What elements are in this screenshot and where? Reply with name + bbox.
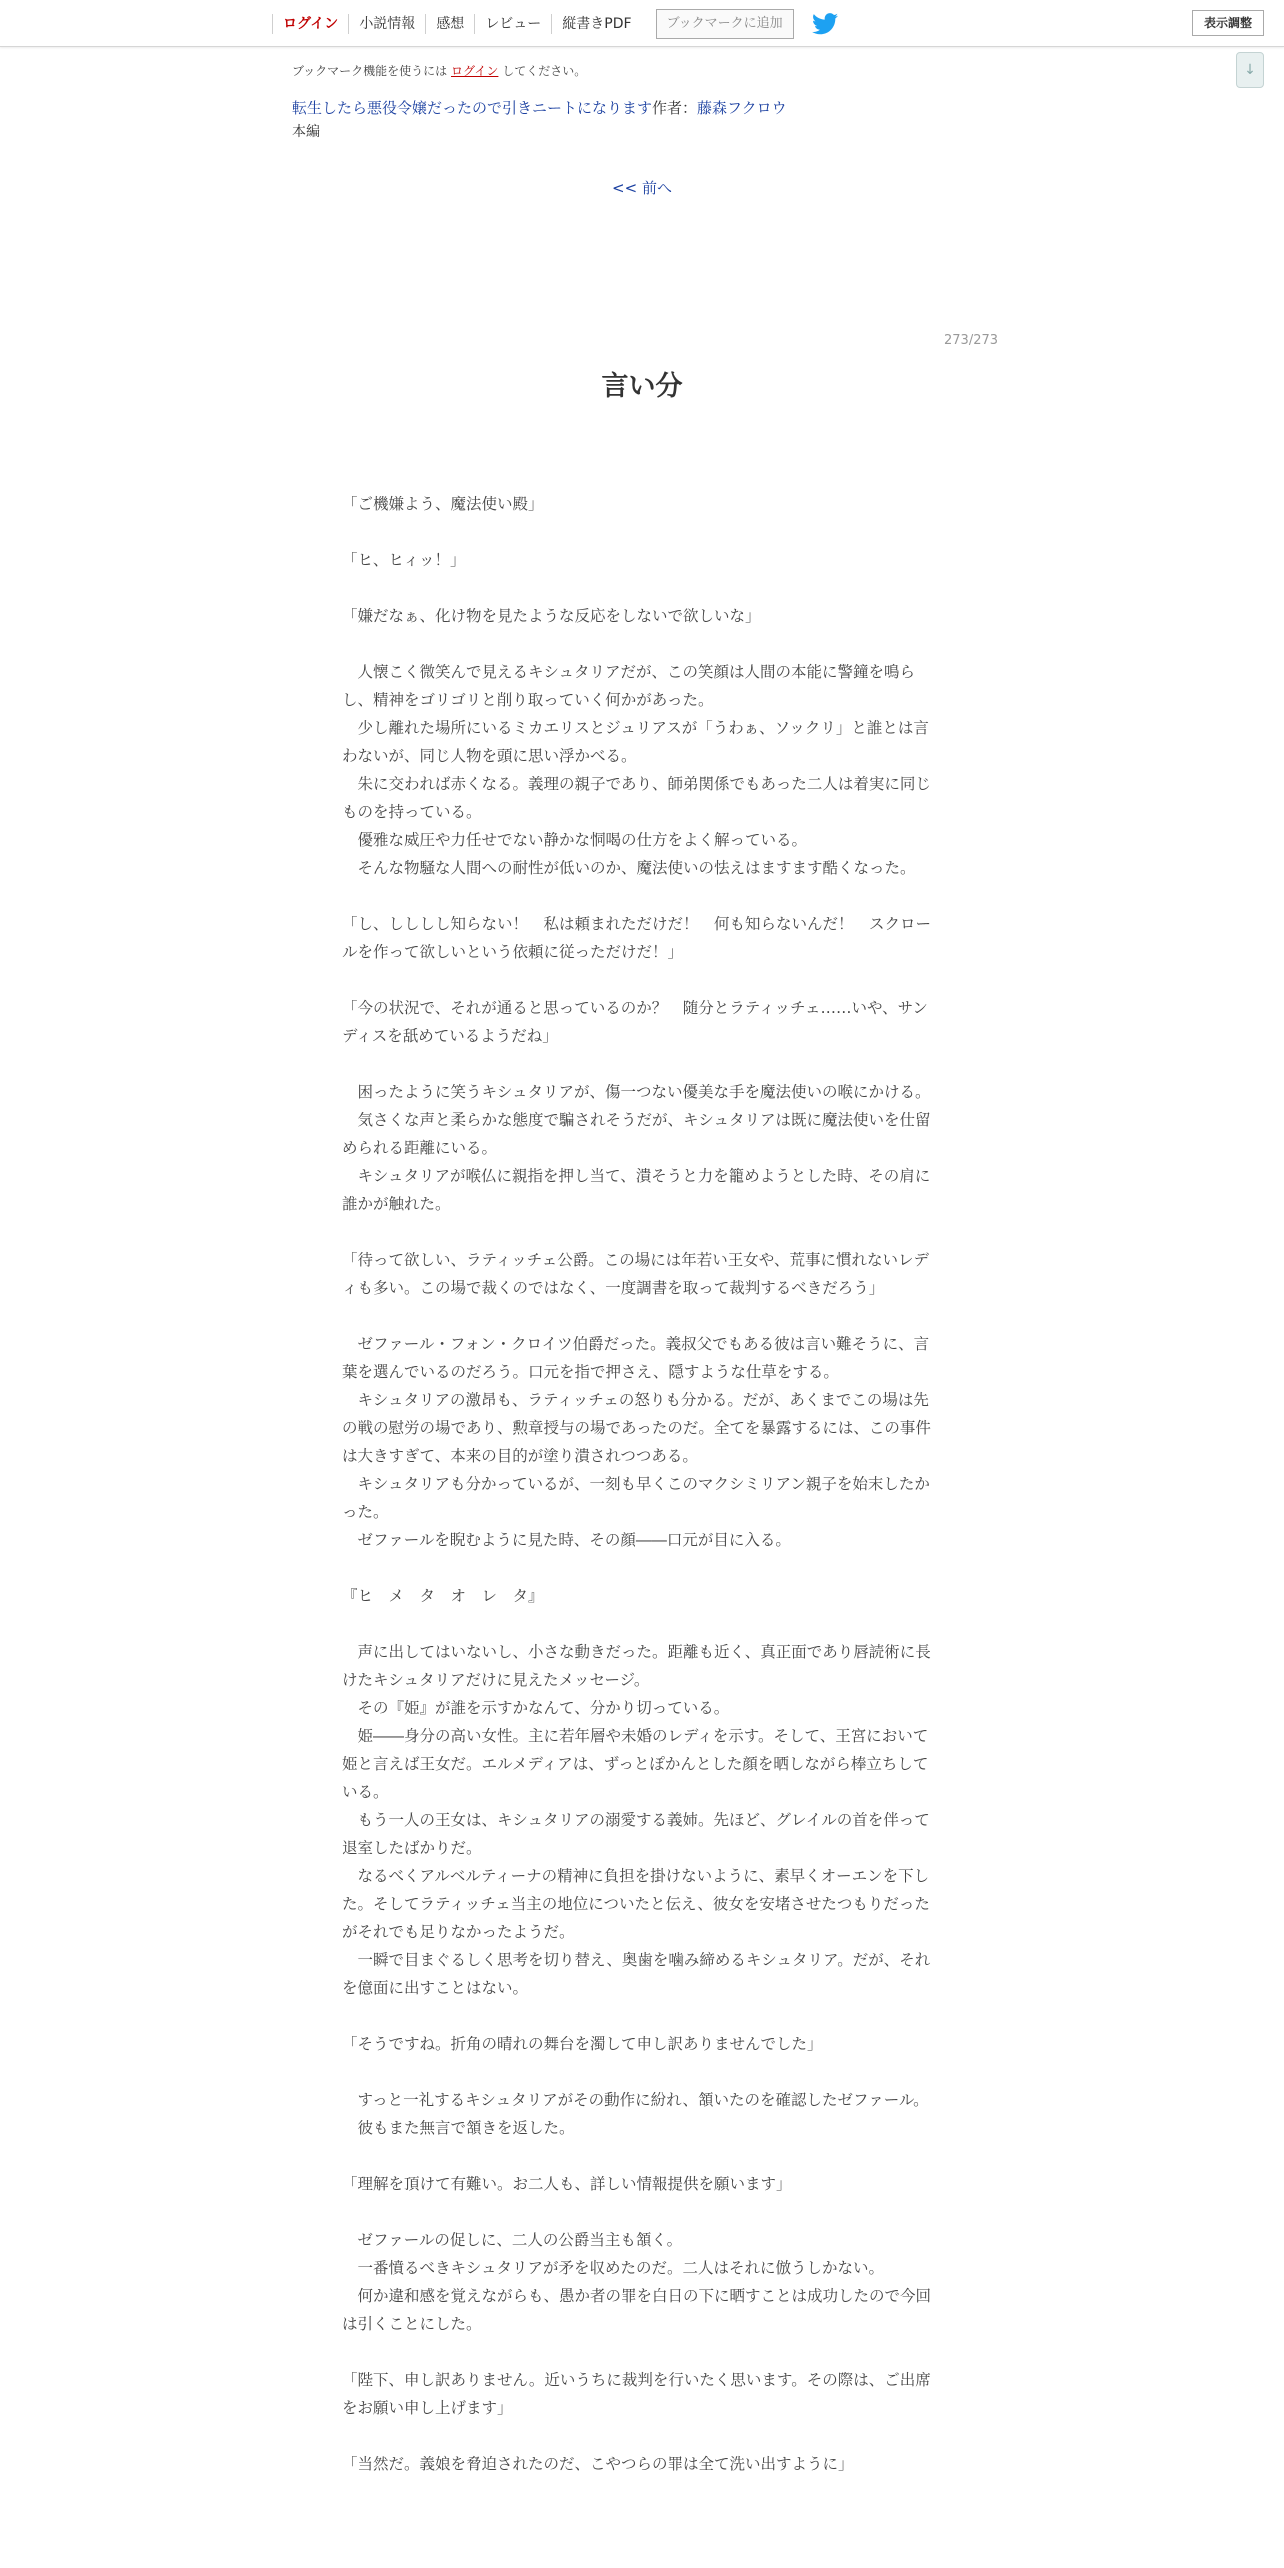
bookmark-login-notice bbox=[292, 62, 586, 79]
nav-vertical-pdf[interactable]: 縦書きPDF bbox=[551, 14, 641, 34]
body-paragraph: 困ったように笑うキシュタリアが、傷一つない優美な手を魔法使いの喉にかける。 bbox=[342, 1083, 931, 1101]
page-count: 273/273 bbox=[944, 333, 999, 348]
body-paragraph: 人懐こく微笑んで見えるキシュタリアだが、この笑顔は人間の本能に警鐘を鳴らし、精神をゴリゴリと削り取っていく何かがあった。 bbox=[342, 663, 916, 709]
body-paragraph: 彼もまた無言で頷きを返した。 bbox=[342, 2119, 575, 2137]
blank-line bbox=[342, 2338, 942, 2366]
body-paragraph: ゼファール・フォン・クロイツ伯爵だった。義叔父でもある彼は言い難そうに、言葉を選んでいるのだろう。口元を指で押さえ、隠すような仕草をする。 bbox=[342, 1335, 930, 1381]
body-paragraph: 『ヒ メ タ オ レ タ』 bbox=[342, 1587, 544, 1605]
blank-line bbox=[342, 2142, 942, 2170]
body-paragraph: 少し離れた場所にいるミカエリスとジュリアスが「うわぁ、ソックリ」と誰とは言わないが、同じ人物を頭に思い浮かべる。 bbox=[342, 719, 929, 765]
main-nav bbox=[272, 10, 838, 38]
nav-impressions[interactable]: 感想 bbox=[425, 14, 474, 34]
body-paragraph: ゼファールの促しに、二人の公爵当主も頷く。 bbox=[342, 2231, 683, 2249]
prev-page-link[interactable]: << 前へ bbox=[612, 179, 672, 197]
twitter-bird-icon[interactable] bbox=[812, 13, 838, 35]
notice-suffix: してください。 bbox=[502, 64, 587, 78]
body-paragraph: 何か違和感を覚えながらも、愚か者の罪を白日の下に晒すことは成功したので今回は引くことにした。 bbox=[342, 2287, 932, 2333]
blank-line bbox=[342, 518, 942, 546]
blank-line bbox=[342, 2198, 942, 2226]
blank-line bbox=[342, 2422, 942, 2450]
body-paragraph: 「待って欲しい、ラティッチェ公爵。この場には年若い王女や、荒事に慣れないレディも多い。この場で裁くのではなく、一度調書を取って裁判するべきだろう」 bbox=[342, 1251, 929, 1297]
author-label: 作者： bbox=[652, 99, 698, 117]
body-paragraph: 「ご機嫌よう、魔法使い殿」 bbox=[342, 495, 544, 513]
body-paragraph: キシュタリアが喉仏に親指を押し当て、潰そうと力を籠めようとした時、その肩に誰かが触れた。 bbox=[342, 1167, 931, 1213]
body-paragraph: そんな物騒な人間への耐性が低いのか、魔法使いの怯えはますます酷くなった。 bbox=[342, 859, 916, 877]
top-nav-bar bbox=[0, 0, 1284, 47]
author-name-link[interactable]: 藤森フクロウ bbox=[697, 99, 787, 117]
scroll-down-button[interactable] bbox=[1236, 52, 1264, 88]
body-paragraph: 気さくな声と柔らかな態度で騙されそうだが、キシュタリアは既に魔法使いを仕留められる距離にいる。 bbox=[342, 1111, 931, 1157]
body-paragraph: 一瞬で目まぐるしく思考を切り替え、奥歯を噛み締めるキシュタリア。だが、それを億面に出すことはない。 bbox=[342, 1951, 931, 1997]
blank-line bbox=[342, 1302, 942, 1330]
body-paragraph: キシュタリアの激昂も、ラティッチェの怒りも分かる。だが、あくまでこの場は先の戦の慰労の場であり、勲章授与の場であったのだ。全てを暴露するには、この事件は大きすぎて、本来の目的が塗り潰されつつある。 bbox=[342, 1391, 931, 1465]
add-bookmark-button[interactable]: ブックマークに追加 bbox=[656, 9, 794, 39]
body-paragraph: 「嫌だなぁ、化け物を見たような反応をしないで欲しいな」 bbox=[342, 607, 761, 625]
arrow-down-icon: ↓ bbox=[1244, 62, 1256, 78]
nav-novel-info[interactable]: 小説情報 bbox=[348, 14, 425, 34]
body-paragraph: 「理解を頂けて有難い。お二人も、詳しい情報提供を願います」 bbox=[342, 2175, 792, 2193]
blank-line bbox=[342, 1554, 942, 1582]
author-info bbox=[652, 97, 787, 118]
body-paragraph: 声に出してはいないし、小さな動きだった。距離も近く、真正面であり唇読術に長けたキシュタリアだけに見えたメッセージ。 bbox=[342, 1643, 931, 1689]
body-paragraph: 姫――身分の高い女性。主に若年層や未婚のレディを示す。そして、王宮において姫と言えば王女だ。エルメディアは、ずっとぽかんとした顔を晒しながら棒立ちしている。 bbox=[342, 1727, 929, 1801]
nav-login[interactable]: ログイン bbox=[272, 14, 348, 34]
body-paragraph: 「今の状況で、それが通ると思っているのか？ 随分とラティッチェ……いや、サンディスを舐めているようだね」 bbox=[342, 999, 928, 1045]
blank-line bbox=[342, 882, 942, 910]
chapter-body bbox=[342, 490, 942, 2478]
display-settings-button[interactable]: 表示調整 bbox=[1192, 10, 1264, 36]
blank-line bbox=[342, 630, 942, 658]
chapter-title: 言い分 bbox=[601, 371, 683, 402]
body-paragraph: もう一人の王女は、キシュタリアの溺愛する義姉。先ほど、グレイルの首を伴って退室したばかりだ。 bbox=[342, 1811, 930, 1857]
body-paragraph: その『姫』が誰を示すかなんて、分かり切っている。 bbox=[342, 1699, 730, 1717]
body-paragraph: 「当然だ。義娘を脅迫されたのだ、こやつらの罪は全て洗い出すように」 bbox=[342, 2455, 854, 2473]
body-paragraph: 朱に交われば赤くなる。義理の親子であり、師弟関係でもあった二人は着実に同じものを持っている。 bbox=[342, 775, 931, 821]
body-paragraph: 「し、しししし知らない！ 私は頼まれただけだ！ 何も知らないんだ！ スクロールを作って欲しいという依頼に従っただけだ！」 bbox=[342, 915, 932, 961]
body-paragraph: すっと一礼するキシュタリアがその動作に紛れ、頷いたのを確認したゼファール。 bbox=[342, 2091, 929, 2109]
nav-review[interactable]: レビュー bbox=[474, 14, 551, 34]
body-paragraph: 「そうですね。折角の晴れの舞台を濁して申し訳ありませんでした」 bbox=[342, 2035, 823, 2053]
body-paragraph: 「陛下、申し訳ありません。近いうちに裁判を行いたく思います。その際は、ご出席をお願い申し上げます」 bbox=[342, 2371, 931, 2417]
chapter-group-label: 本編 bbox=[292, 124, 320, 140]
body-paragraph: ゼファールを睨むように見た時、その顔――口元が目に入る。 bbox=[342, 1531, 791, 1549]
blank-line bbox=[342, 574, 942, 602]
blank-line bbox=[342, 2002, 942, 2030]
notice-login-link[interactable]: ログイン bbox=[451, 64, 499, 78]
blank-line bbox=[342, 966, 942, 994]
novel-title-link[interactable]: 転生したら悪役令嬢だったので引きニートになります bbox=[292, 99, 653, 117]
body-paragraph: 一番憤るべきキシュタリアが矛を収めたのだ。二人はそれに倣うしかない。 bbox=[342, 2259, 885, 2277]
blank-line bbox=[342, 1050, 942, 1078]
blank-line bbox=[342, 1218, 942, 1246]
body-paragraph: 「ヒ、ヒィッ！」 bbox=[342, 551, 466, 569]
blank-line bbox=[342, 1610, 942, 1638]
body-paragraph: なるべくアルベルティーナの精神に負担を掛けないように、素早くオーエンを下した。そしてラティッチェ当主の地位についたと伝え、彼女を安堵させたつもりだったがそれでも足りなかったようだ。 bbox=[342, 1867, 930, 1941]
notice-prefix: ブックマーク機能を使うには bbox=[292, 64, 448, 78]
blank-line bbox=[342, 2058, 942, 2086]
body-paragraph: 優雅な威圧や力任せでない静かな恫喝の仕方をよく解っている。 bbox=[342, 831, 808, 849]
body-paragraph: キシュタリアも分かっているが、一刻も早くこのマクシミリアン親子を始末したかった。 bbox=[342, 1475, 930, 1521]
